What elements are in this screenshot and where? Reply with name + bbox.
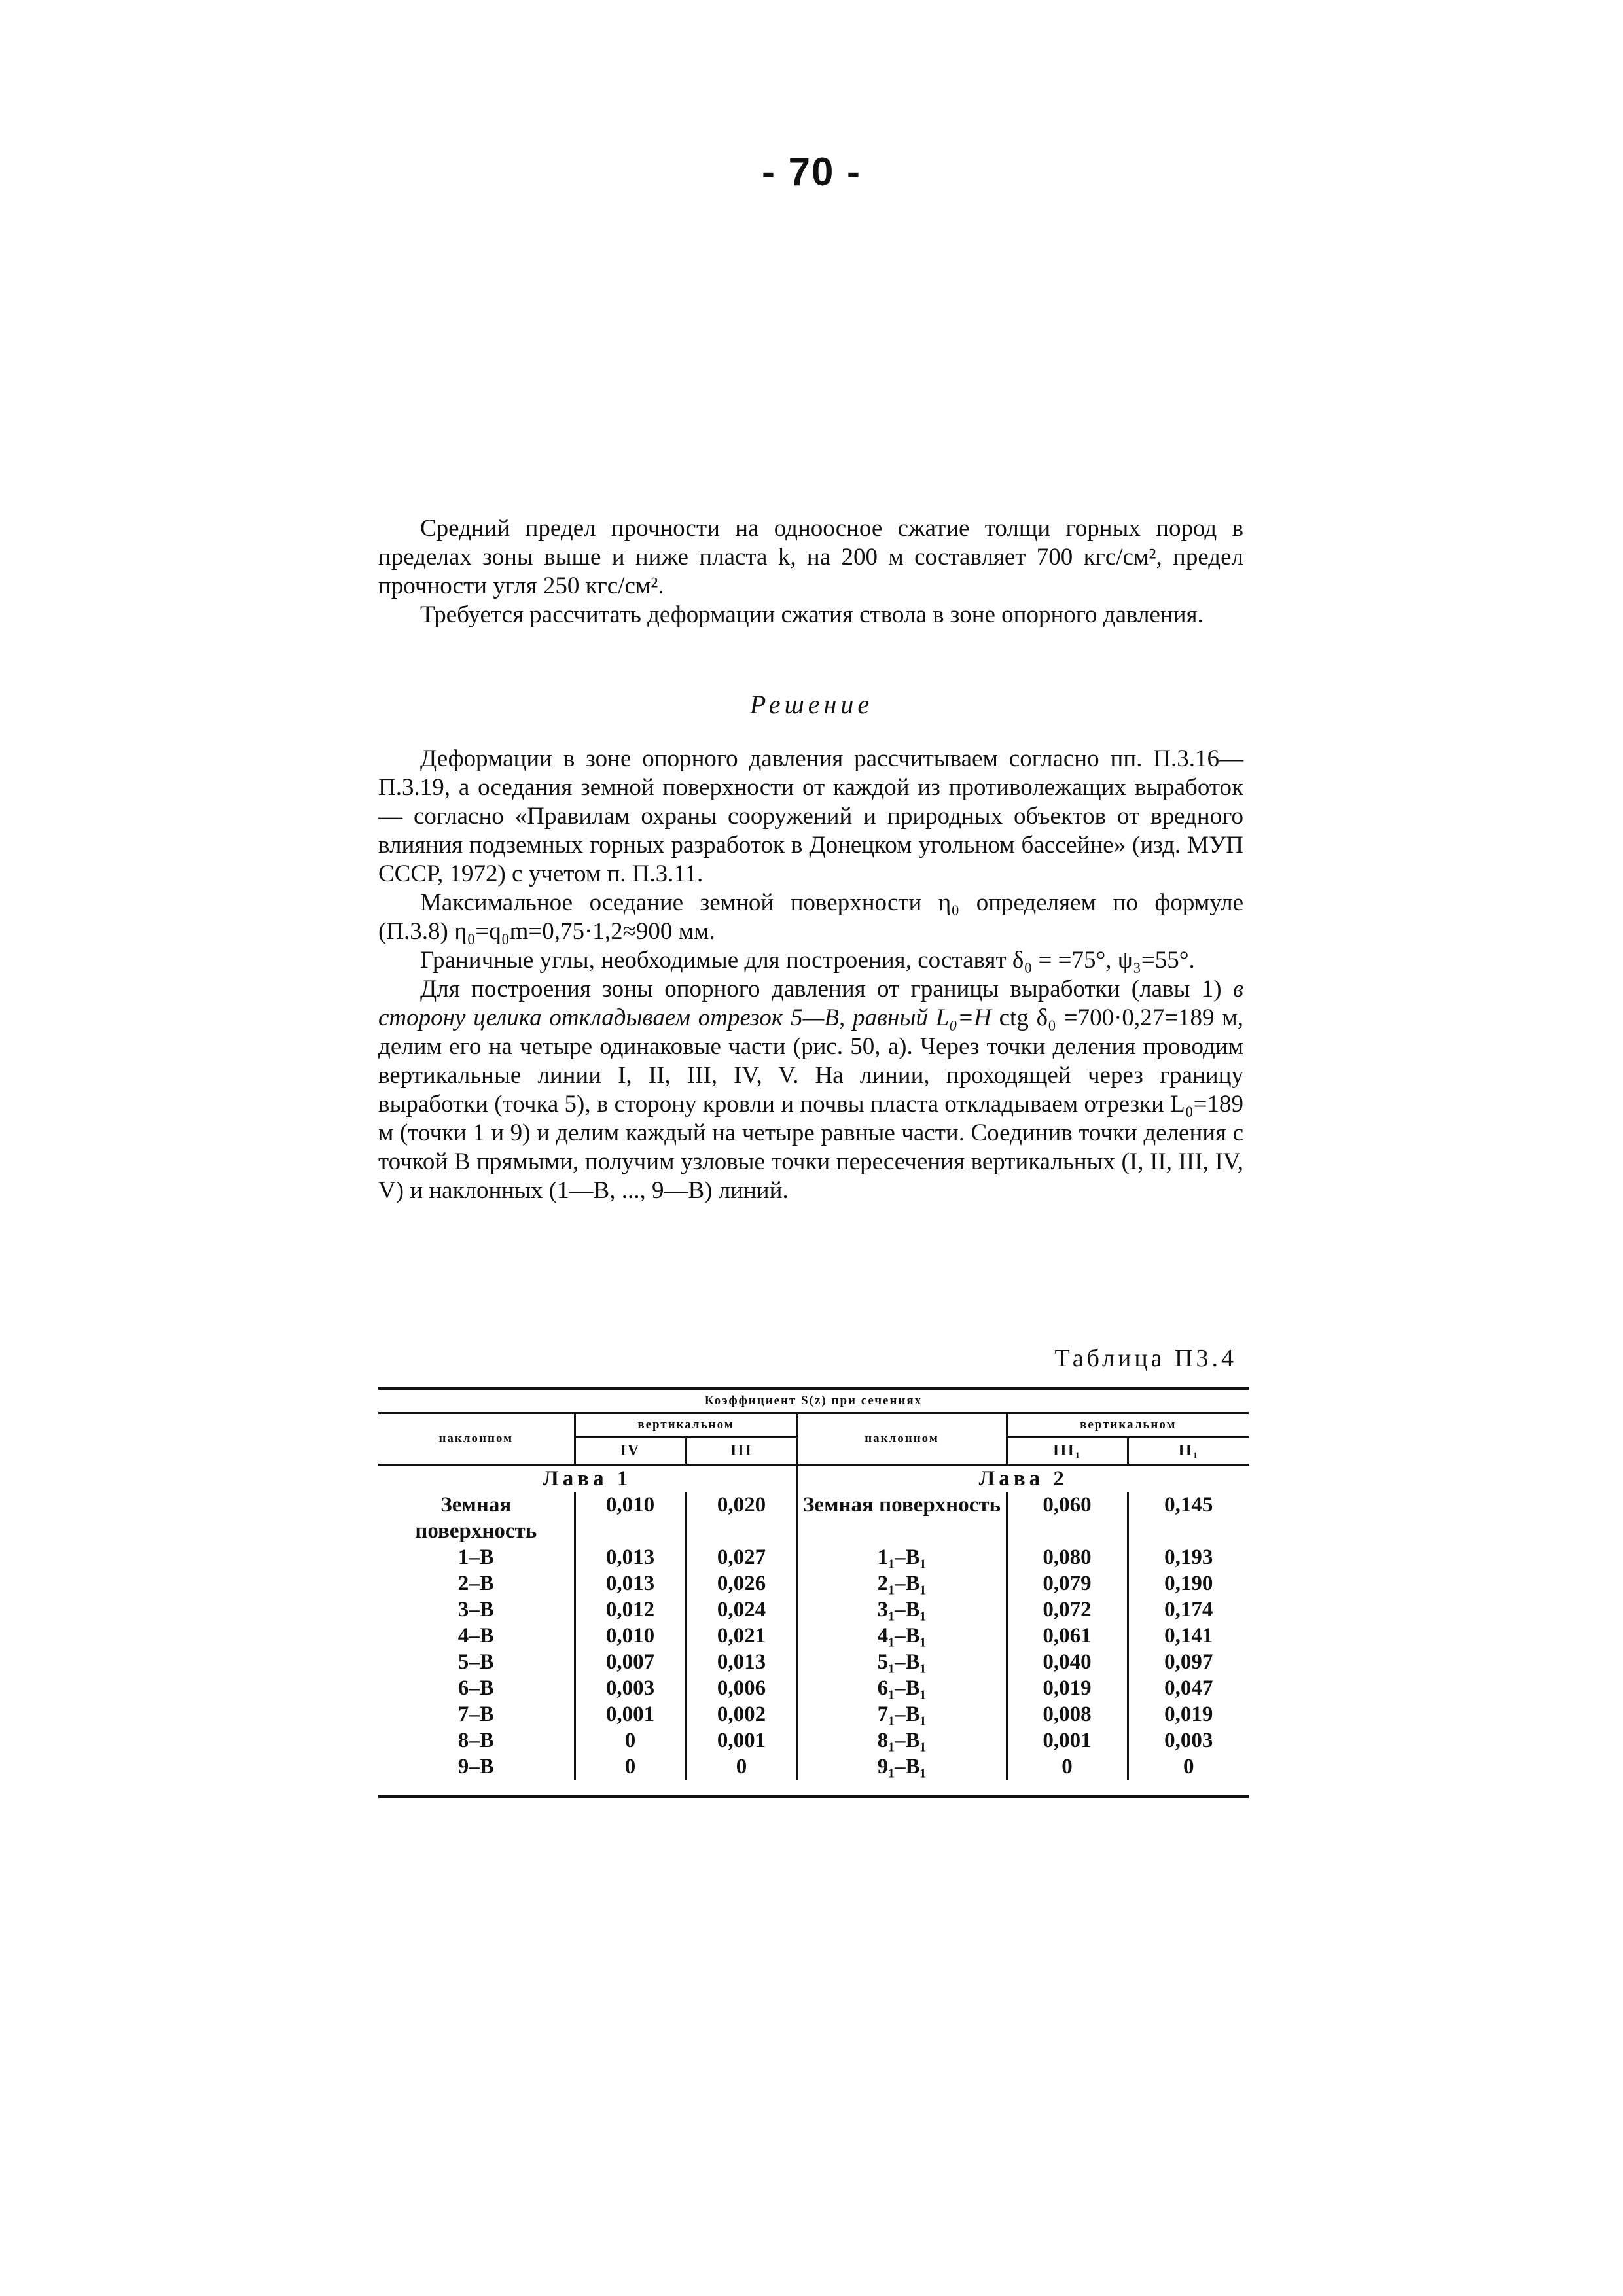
row-name-left: Земная поверхность: [378, 1492, 575, 1544]
sub-header-iii: III: [686, 1438, 797, 1465]
row-name-right: 6₁–B₁: [797, 1675, 1007, 1701]
solution-text: [378, 745, 1243, 1205]
cell-iii: 0,006: [686, 1675, 797, 1701]
table-row: [378, 1570, 1249, 1597]
cell-iii1: 0,001: [1007, 1727, 1128, 1754]
cell-iv: 0,012: [575, 1597, 686, 1623]
cell-ii1: 0: [1183, 1755, 1194, 1778]
table-row: [378, 1597, 1249, 1623]
cell-ii1: 0,174: [1164, 1598, 1213, 1621]
construction-part-1: Для построения зоны опорного давления от границы выработки (лавы 1): [420, 976, 1233, 1002]
cell-iii1: 0: [1007, 1754, 1128, 1780]
row-name-right: 4₁–B₁: [797, 1623, 1007, 1649]
row-name-left: 9–B: [378, 1754, 575, 1780]
table-bottom-rule: [378, 1780, 1249, 1797]
cell-iv: 0,010: [575, 1623, 686, 1649]
row-name-left: 7–B: [378, 1701, 575, 1727]
construction-part-2: в сторону целика откладываем отрезок 5—B, равный L₀=H: [378, 976, 1243, 1031]
cell-ii1: 0,047: [1164, 1676, 1213, 1700]
cell-iii: 0: [686, 1754, 797, 1780]
solution-paragraph-1: Деформации в зоне опорного давления рассчитываем согласно пп. П.3.16—П.3.19, а оседания земной поверхности от каждой из противолежащих выработок — согласно «Правилам охраны сооружений и природных объектов от вредного влияния подземных горных разработок в Донецком угольном бассейне» (изд. МУП СССР, 1972) с учетом п. П.3.11.: [378, 745, 1243, 887]
table-row: [378, 1701, 1249, 1727]
cell-iv: 0,013: [575, 1570, 686, 1597]
cell-iii: 0,002: [686, 1701, 797, 1727]
cell-iv: 0: [575, 1727, 686, 1754]
sub-header-iii1: III₁: [1007, 1438, 1128, 1465]
cell-iii1: 0,061: [1007, 1623, 1128, 1649]
data-table: [378, 1387, 1249, 1798]
intro-paragraph-1: Средний предел прочности на одноосное сжатие толщи горных пород в пределах зоны выше и ниже пласта k, на 200 м составляет 700 кгс/см², предел прочности угля 250 кгс/см².: [378, 515, 1243, 599]
table-row: [378, 1623, 1249, 1649]
table-row: [378, 1544, 1249, 1570]
lava-2-label: Лава 2: [978, 1467, 1068, 1491]
table-row: [378, 1649, 1249, 1675]
cell-iv: 0: [575, 1754, 686, 1780]
cell-iii: 0,001: [686, 1727, 797, 1754]
lava-header-row: [378, 1465, 1249, 1492]
header-inclined-right: наклонном: [797, 1413, 1007, 1465]
header-vertical-right: вертикальном: [1007, 1413, 1249, 1438]
page-number: - 70 -: [761, 150, 862, 194]
cell-iii1: 0,060: [1007, 1492, 1128, 1544]
solution-paragraph-3: Граничные углы, необходимые для построения, составят δ₀ = =75°, ψ₃=55°.: [420, 947, 1195, 974]
header-vertical-left: вертикальном: [575, 1413, 797, 1438]
cell-iii: 0,013: [686, 1649, 797, 1675]
cell-iv: 0,003: [575, 1675, 686, 1701]
row-name-right: 3₁–B₁: [797, 1597, 1007, 1623]
header-main: Коэффициент S(z) при сечениях: [378, 1388, 1249, 1413]
row-name-right: 5₁–B₁: [797, 1649, 1007, 1675]
cell-ii1: 0,019: [1164, 1703, 1213, 1726]
row-name-right: 9₁–B₁: [797, 1754, 1007, 1780]
row-name-right: 8₁–B₁: [797, 1727, 1007, 1754]
sub-header-ii1: II₁: [1128, 1438, 1249, 1465]
cell-iii1: 0,040: [1007, 1649, 1128, 1675]
header-inclined-left: наклонном: [378, 1413, 575, 1465]
cell-ii1: 0,003: [1164, 1729, 1213, 1752]
table-row: [378, 1492, 1249, 1544]
sub-header-iv: IV: [575, 1438, 686, 1465]
intro-text: [378, 514, 1243, 629]
construction-part-3: ctg δ₀ =700·0,27=189 м, делим его на четыре одинаковые части (рис. 50, а). Через точки деления проводим вертикальные линии I, II, III, IV, V. На линии, проходящей через границу выработки (точка 5), в сторону кровли и почвы пласта откладываем отрезки L₀=189 м (точки 1 и 9) и делим каждый на четыре равные части. Соединив точки деления с точкой B прямыми, получим узловые точки пересечения вертикальных (I, II, III, IV, V) и наклонных (1—B, ..., 9—B) линий.: [378, 1004, 1243, 1204]
cell-iii1: 0,019: [1007, 1675, 1128, 1701]
row-name-left: 6–B: [378, 1675, 575, 1701]
cell-iii1: 0,079: [1007, 1570, 1128, 1597]
row-name-right: 1₁–B₁: [797, 1544, 1007, 1570]
solution-paragraph-2: Максимальное оседание земной поверхности η₀ определяем по формуле (П.3.8) η₀=q₀m=0,75·1,2≈900 мм.: [378, 889, 1243, 945]
cell-ii1: 0,190: [1164, 1572, 1213, 1595]
coefficient-table: [378, 1387, 1249, 1798]
row-name-left: 2–B: [378, 1570, 575, 1597]
cell-iii: 0,027: [686, 1544, 797, 1570]
cell-iv: 0,007: [575, 1649, 686, 1675]
table-row: [378, 1754, 1249, 1780]
cell-iii: 0,021: [686, 1623, 797, 1649]
row-name-left: 3–B: [378, 1597, 575, 1623]
row-name-left: 1–B: [378, 1544, 575, 1570]
cell-iii1: 0,008: [1007, 1701, 1128, 1727]
row-name-right: 2₁–B₁: [797, 1570, 1007, 1597]
row-name-right: 7₁–B₁: [797, 1701, 1007, 1727]
cell-iii1: 0,080: [1007, 1544, 1128, 1570]
row-name-right: Земная поверхность: [797, 1492, 1007, 1544]
cell-iii1: 0,072: [1007, 1597, 1128, 1623]
cell-ii1: 0,193: [1164, 1545, 1213, 1569]
row-name-left: 8–B: [378, 1727, 575, 1754]
cell-iv: 0,001: [575, 1701, 686, 1727]
solution-paragraph-4: [378, 975, 1243, 1205]
cell-iv: 0,010: [575, 1492, 686, 1544]
cell-iii: 0,020: [686, 1492, 797, 1544]
lava-1-label: Лава 1: [378, 1465, 797, 1492]
intro-paragraph-2: Требуется рассчитать деформации сжатия ствола в зоне опорного давления.: [420, 601, 1204, 628]
cell-ii1: 0,141: [1164, 1624, 1213, 1648]
table-row: [378, 1675, 1249, 1701]
cell-ii1: 0,097: [1164, 1650, 1213, 1674]
table-caption: Таблица П3.4: [1054, 1345, 1237, 1372]
cell-ii1: 0,145: [1164, 1493, 1213, 1517]
cell-iii: 0,024: [686, 1597, 797, 1623]
row-name-left: 5–B: [378, 1649, 575, 1675]
bottom-rule-cell: [378, 1780, 1249, 1797]
table-row: [378, 1727, 1249, 1754]
cell-iii: 0,026: [686, 1570, 797, 1597]
cell-iv: 0,013: [575, 1544, 686, 1570]
section-heading: Решение: [749, 690, 874, 719]
row-name-left: 4–B: [378, 1623, 575, 1649]
